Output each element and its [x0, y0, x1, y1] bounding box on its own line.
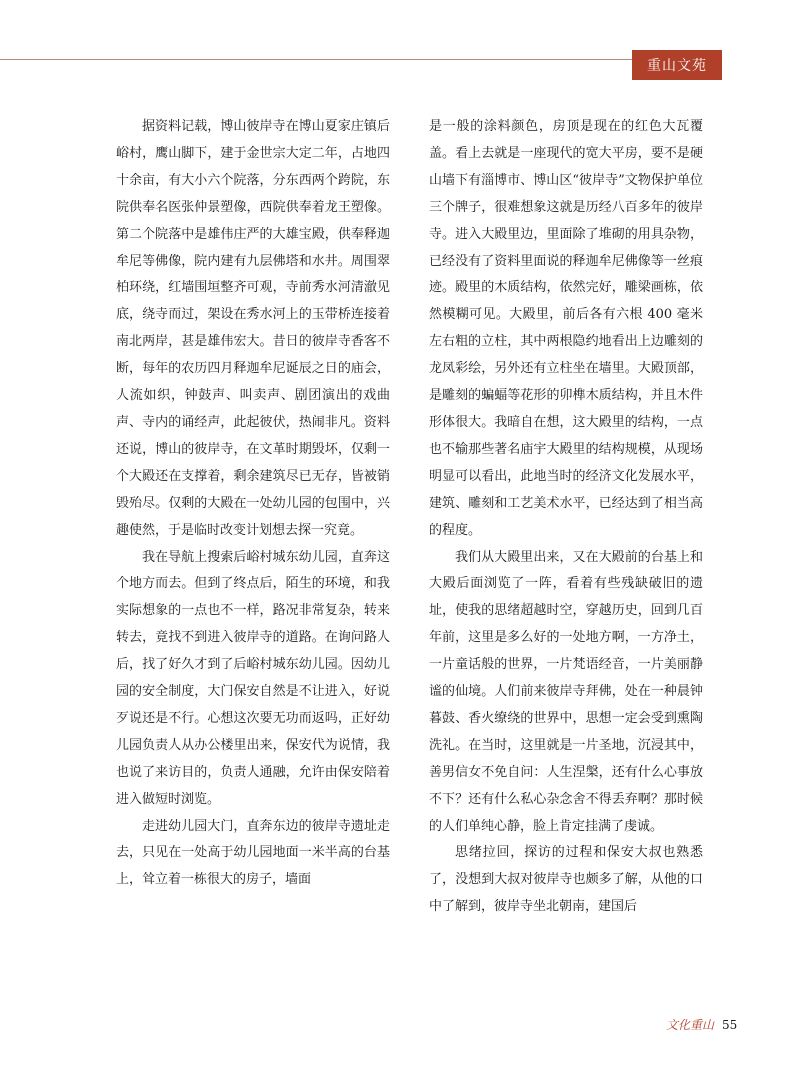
paragraph: 据资料记载，博山彼岸寺在博山夏家庄镇后峪村，鹰山脚下，建于金世宗大定二年，占地四十余亩，有大小六个院落，分东西两个跨院，东院供奉名医张仲景塑像，西院供奉着龙王塑像。第二个院落中是雄伟庄严的大雄宝殿，供奉释迦牟尼等佛像，院内建有九层佛塔和水井。周围翠柏环绕，红墙围垣整齐可观，寺前秀水河清澈见底，绕寺而过，架设在秀水河上的玉带桥连接着南北两岸，甚是雄伟宏大。昔日的彼岸寺香客不断，每年的农历四月释迦牟尼诞辰之日的庙会，人流如织，钟鼓声、叫卖声、剧团演出的戏曲声、寺内的诵经声，此起彼伏，热闹非凡。资料还说，博山的彼岸寺，在文革时期毁坏，仅剩一个大殿还在支撑着，剩余建筑尽已无存，皆被销毁殆尽。仅剩的大殿在一处幼儿园的包围中，兴趣使然，于是临时改变计划想去探一究竟。: [116, 119, 390, 538]
page-number: 55: [722, 1017, 738, 1032]
paragraph: 是一般的涂料颜色，房顶是现在的红色大瓦覆盖。看上去就是一座现代的宽大平房，要不是硬山墙下有淄博市、博山区“彼岸寺”文物保护单位三个牌子，很难想象这就是历经八百多年的彼岸寺。进入大殿里边，里面除了堆砌的用具杂物，已经没有了资料里面说的释迦牟尼佛像等一丝痕迹。殿里的木质结构，依然完好，雕梁画栋，依然模糊可见。大殿里，前后各有六根 400 毫米左右粗的立柱，其中两根隐约地看出上边雕刻的龙凤彩绘，另外还有立柱坐在墙里。大殿顶部，是雕刻的蝙蝠等花形的卯榫木质结构，并且木件形体很大。我暗自在想，这大殿里的结构，一点也不输那些著名庙宇大殿里的结构规模，从现场明显可以看出，此地当时的经济文化发展水平，建筑、雕刻和工艺美术水平，已经达到了相当高的程度。: [429, 119, 703, 538]
page-footer: [666, 1016, 737, 1033]
left-column: [116, 114, 390, 894]
paragraph: 我在导航上搜索后峪村城东幼儿园，直奔这个地方而去。但到了终点后，陌生的环境，和我实际想象的一点也不一样，路况非常复杂，转来转去，竟找不到进入彼岸寺的道路。在询问路人后，找了好久才到了后峪村城东幼儿园。因幼儿园的安全制度，大门保安自然是不让进入，好说歹说还是不行。心想这次要无功而返吗，正好幼儿园负责人从办公楼里出来，保安代为说情，我也说了来访目的，负责人通融，允许由保安陪着进入做短时浏览。: [116, 549, 390, 807]
right-column: [429, 114, 703, 921]
paragraph: 走进幼儿园大门，直奔东边的彼岸寺遗址走去，只见在一处高于幼儿园地面一米半高的台基上，耸立着一栋很大的房子，墙面: [116, 818, 390, 888]
magazine-logo: 文化重山: [666, 1018, 715, 1032]
paragraph: 我们从大殿里出来，又在大殿前的台基上和大殿后面浏览了一阵，看着有些残缺破旧的遗址，使我的思绪超越时空，穿越历史，回到几百年前，这里是多么好的一处地方啊，一方净土，一片童话般的世界，一片梵语经音，一片美丽静谧的仙境。人们前来彼岸寺拜佛，处在一种晨钟暮鼓、香火缭绕的世界中，思想一定会受到熏陶洗礼。在当时，这里就是一片圣地，沉浸其中，善男信女不免自问：人生涅槃，还有什么心事放不下？还有什么私心杂念舍不得丢弃啊？那时候的人们单纯心静，脸上肯定挂满了虔诚。: [429, 549, 703, 834]
header-rule: [0, 59, 632, 60]
paragraph: 思绪拉回，探访的过程和保安大叔也熟悉了，没想到大叔对彼岸寺也颇多了解，从他的口中了解到，彼岸寺坐北朝南，建国后: [429, 845, 703, 915]
section-badge: 重山文苑: [632, 50, 722, 80]
